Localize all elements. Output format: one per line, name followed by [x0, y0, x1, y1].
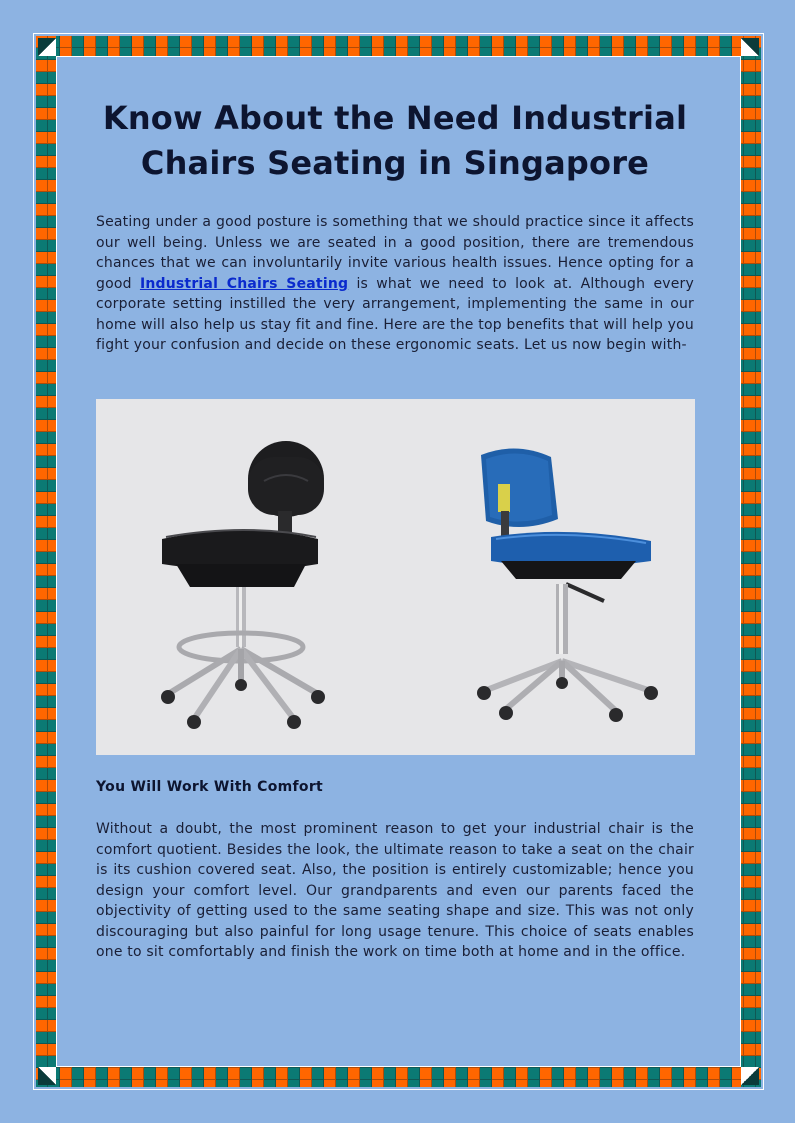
- intro-text-after-link: is what we need to look at. Although every corporate setting instilled the very arrangement, implementing the same in our home will also help us stay fit and fine. Here are the top benefits that will help you fight your confusion and decide on these ergonomic seats. Let us now begin with-: [96, 275, 694, 353]
- section-heading: You Will Work With Comfort: [96, 779, 324, 795]
- border-corner-top-right: [741, 38, 759, 56]
- border-corner-bottom-left: [38, 1067, 56, 1085]
- border-corner-top-left: [38, 38, 56, 56]
- intro-text-before-link: Seating under a good posture is something that we should practice since it affects our well being. Unless we are seated in a good position, there are tremendous chances that we can involuntarily invite various health issues. Hence opting for a good: [96, 214, 694, 292]
- industrial-chairs-seating-link[interactable]: Industrial Chairs Seating: [139, 275, 349, 292]
- border-corner-bottom-right: [741, 1067, 759, 1085]
- industrial-chairs-photo: [96, 399, 695, 755]
- title-line-2: Chairs Seating in Singapore: [140, 144, 650, 182]
- title-line-1: Know About the Need Industrial: [102, 99, 688, 137]
- chairs-illustration: [96, 399, 695, 755]
- article-header: [96, 96, 694, 370]
- page-title: [96, 96, 694, 186]
- intro-paragraph: [96, 212, 694, 356]
- section-body-paragraph: Without a doubt, the most prominent reason to get your industrial chair is the comfort quotient. Besides the look, the ultimate reason to take a seat on the chair is its cushion covered seat. Also, the position is entirely customizable; hence you design your comfort level. Our grandparents and even our parents faced the objectivity of getting used to the same seating shape and size. This was not only discouraging but also painful for long usage tenure. This choice of seats enables one to sit comfortably and finish the work on time both at home and in the office.: [96, 821, 694, 960]
